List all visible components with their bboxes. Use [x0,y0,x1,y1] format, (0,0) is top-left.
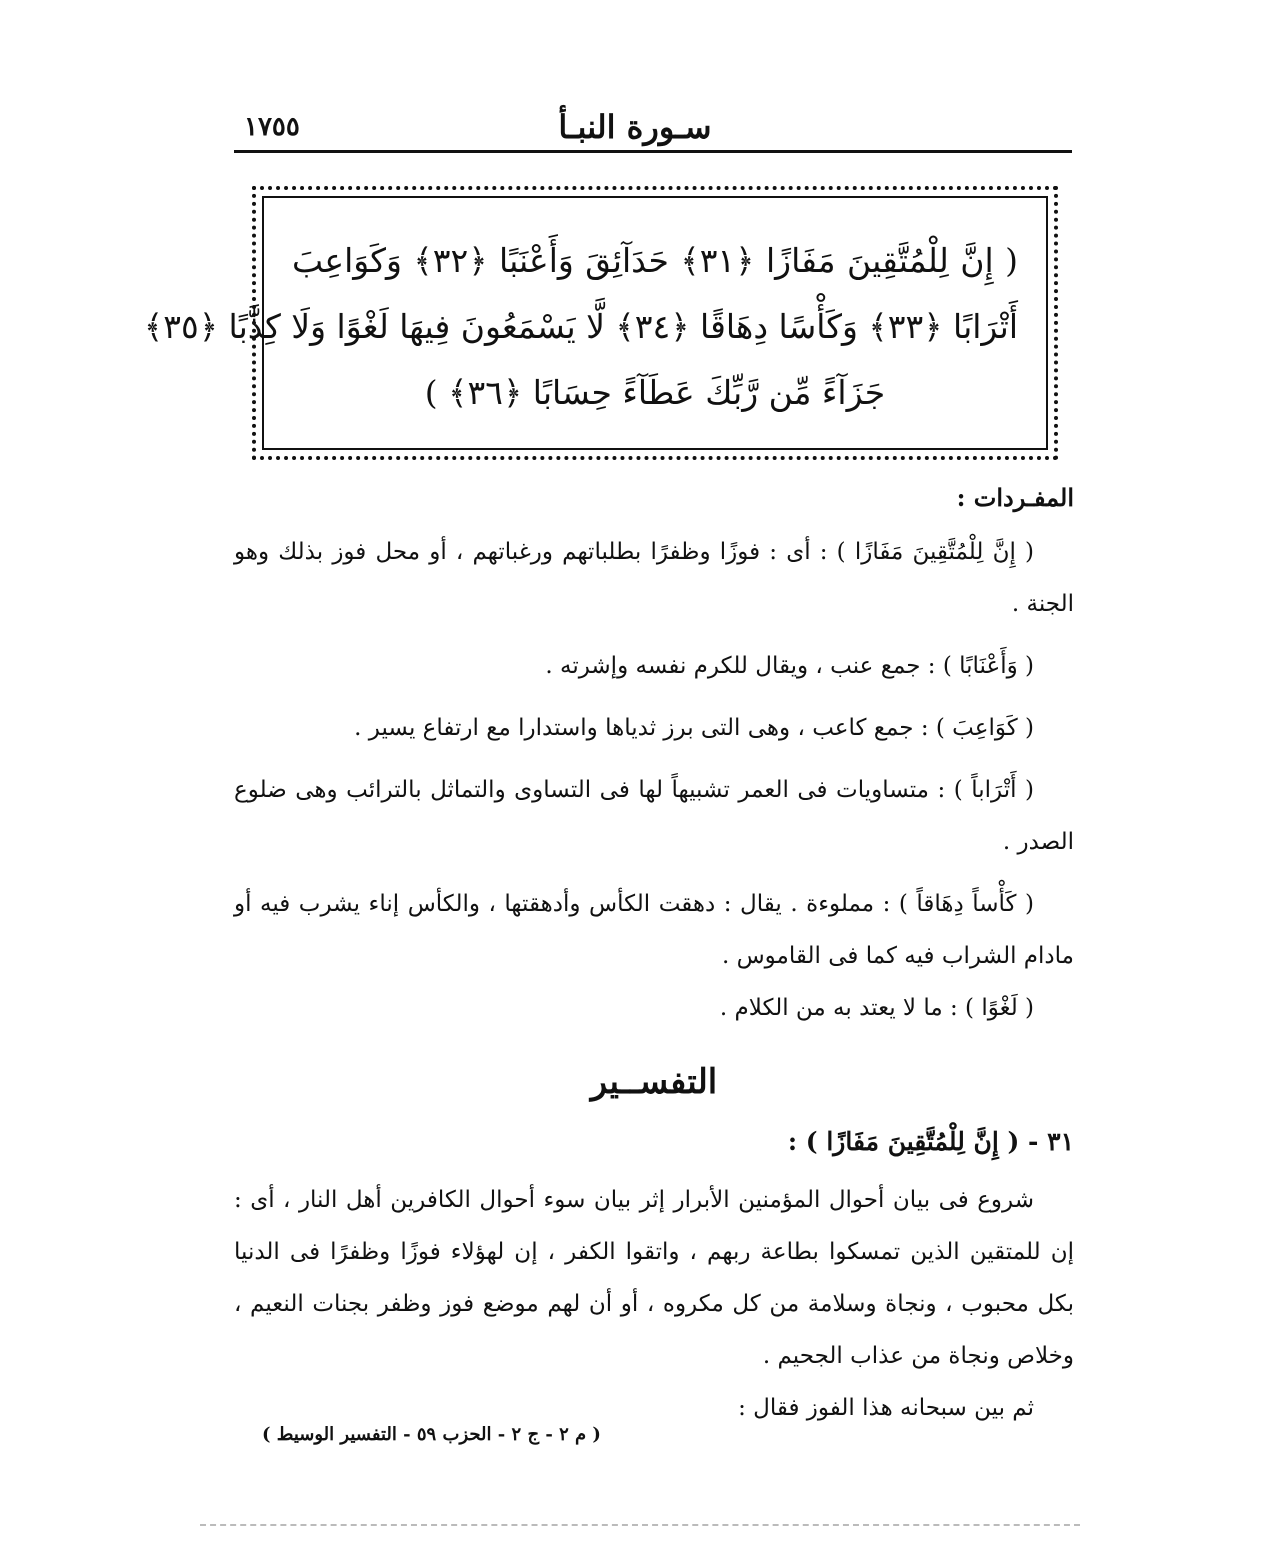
surah-title: سـورة النبـأ [558,108,712,146]
vocab-heading: المفـردات : [956,483,1074,512]
verse-frame [143,186,1058,460]
vocab-entry: ( إِنَّ لِلْمُتَّقِينَ مَفَازًا ) : أى : فوزًا وظفرًا بطلباتهم ورغباتهم ، أو محل فوز بذلك وهو الجنة . [234,539,1074,617]
page-number: ١٧٥٥ [244,112,300,142]
verse-line-1: ( إِنَّ لِلْمُتَّقِينَ مَفَازًا ﴿٣١﴾ حَدَآئِقَ وَأَعْنَبًا ﴿٣٢﴾ وَكَوَاعِبَ [292,241,1018,280]
verse-line-3: جَزَآءً مِّن رَّبِّكَ عَطَآءً حِسَابًا ﴿٣٦﴾ ) [424,373,886,412]
verse-line-2: أَتْرَابًا ﴿٣٣﴾ وَكَأْسًا دِهَاقًا ﴿٣٤﴾ لَّا يَسْمَعُونَ فِيهَا لَغْوًا وَلَا كِذَّٰبًا ﴿٣٥﴾ [143,307,1018,346]
page-content [234,478,1074,1434]
tafsir-closing: ثم بين سبحانه هذا الفوز فقال : [738,1395,1034,1421]
vocab-entry: ( كَوَاعِبَ ) : جمع كاعب ، وهى التى برز ثدياها واستدارا مع ارتفاع يسير . [354,715,1034,741]
tafsir-paragraph: شروع فى بيان أحوال المؤمنين الأبرار إثر بيان سوء أحوال الكافرين أهل النار ، أى : إن للمتقين الذين تمسكوا بطاعة ربهم ، واتقوا الكفر ، إن لهؤلاء فوزًا وظفرًا فى الدنيا بكل محبوب ، ونجاة وسلامة من كل مكروه ، أو أن لهم موضع فوز وظفر بجنات النعيم ، وخلاص ونجاة من عذاب الجحيم . [234,1187,1074,1369]
footer-note: ( م ٢ - ج ٢ - الحزب ٥٩ - التفسير الوسيط ) [262,1424,601,1445]
vocab-entry: ( لَغْوًا ) : ما لا يعتد به من الكلام . [719,995,1034,1021]
verse-box [143,196,1048,450]
tafsir-heading: التفســير [590,1062,718,1102]
tafsir-verse-reference: ٣١ - ( إِنَّ لِلْمُتَّقِينَ مَفَازًا ) : [787,1127,1074,1156]
scan-edge-line [200,1524,1080,1526]
header-divider [234,150,1072,153]
vocab-entry: ( أَتْرَاباً ) : متساويات فى العمر تشبيهاً لها فى التساوى والتماثل بالترائب وهى ضلوع الصدر . [234,777,1074,855]
vocab-entry: ( كَأْساً دِهَاقاً ) : مملوءة . يقال : دهقت الكأس وأدهقتها ، والكأس إناء يشرب فيه أو مادام الشراب فيه كما فى القاموس . [234,891,1074,969]
vocab-entry: ( وَأَعْنَابًا ) : جمع عنب ، ويقال للكرم نفسه وإشرته . [545,653,1034,679]
